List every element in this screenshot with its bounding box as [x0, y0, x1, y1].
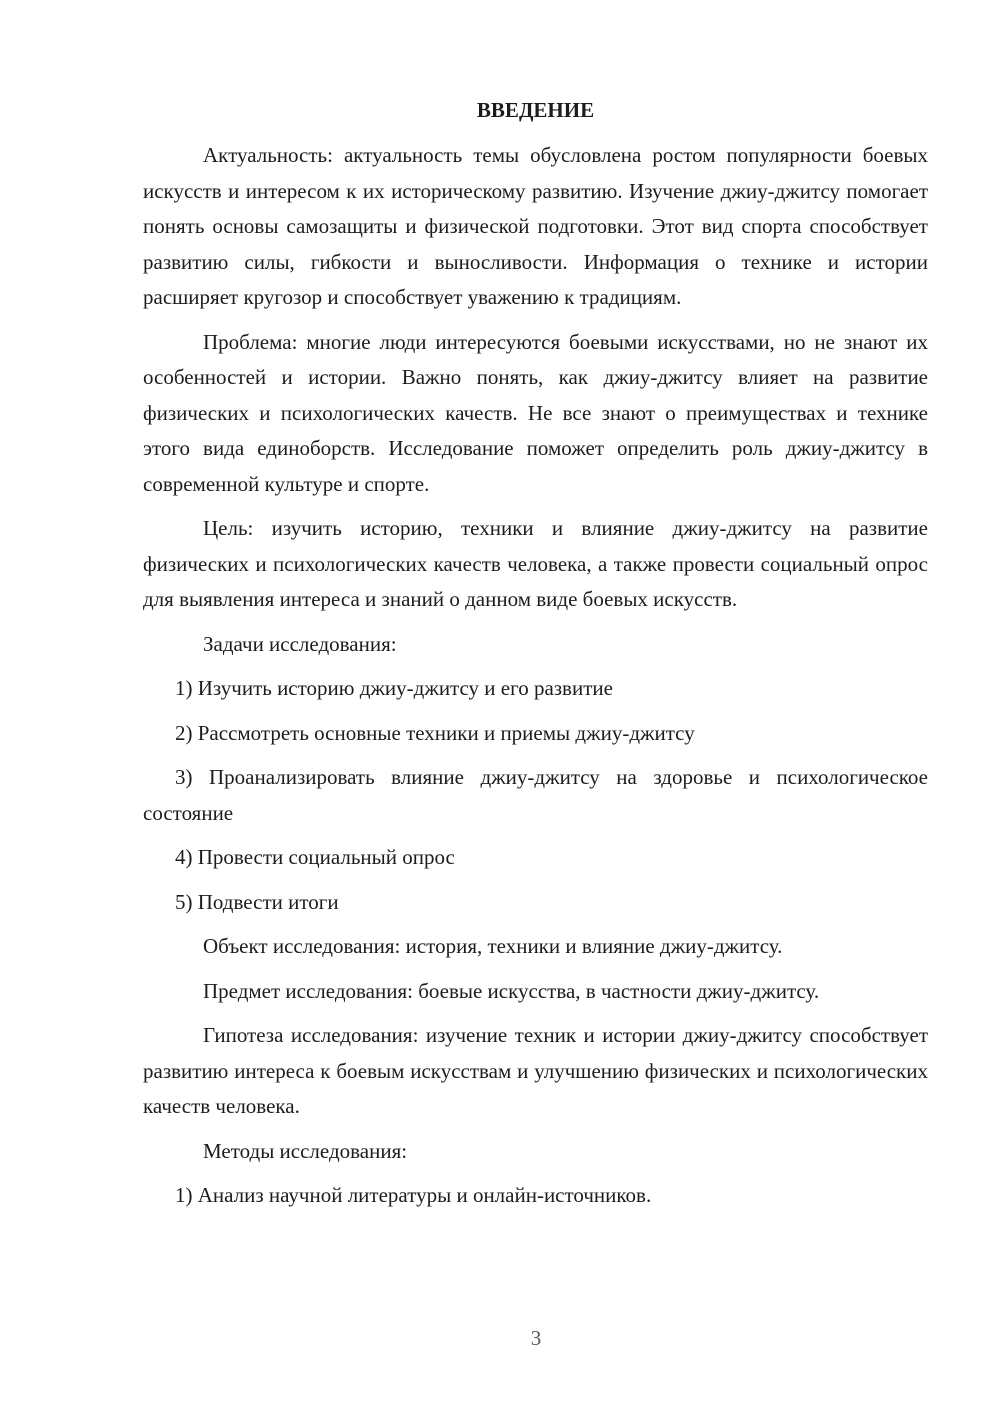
research-subject: Предмет исследования: боевые искусства, в частности джиу-джитсу.	[203, 978, 820, 1003]
task-item: 2) Рассмотреть основные техники и приемы джиу-джитсу	[175, 720, 695, 745]
goal-paragraph: Цель: изучить историю, техники и влияние джиу-джитсу на развитие физических и психологических качеств человека, а также провести социальный опрос для выявления интереса и знаний о данном виде боевых искусств.	[143, 516, 928, 611]
page-number: 3	[530, 1326, 542, 1350]
document-page	[143, 92, 928, 1223]
page-title: ВВЕДЕНИЕ	[476, 98, 595, 122]
method-item: 1) Анализ научной литературы и онлайн-источников.	[175, 1183, 652, 1207]
tasks-heading: Задачи исследования:	[203, 631, 397, 656]
task-item: 1) Изучить историю джиу-джитсу и его развитие	[175, 676, 613, 700]
research-object: Объект исследования: история, техники и влияние джиу-джитсу.	[203, 934, 783, 958]
task-item: 5) Подвести итоги	[175, 889, 339, 914]
relevance-paragraph: Актуальность: актуальность темы обусловлена ростом популярности боевых искусств и интересом к их историческому развитию. Изучение джиу-джитсу помогает понять основы самозащиты и физической подготовки. Этот вид спорта способствует развитию силы, гибкости и выносливости. Информация о технике и истории расширяет кругозор и способствует уважению к традициям.	[143, 143, 928, 309]
task-item: 3) Проанализировать влияние джиу-джитсу на здоровье и психологическое состояние	[143, 765, 928, 825]
methods-heading: Методы исследования:	[203, 1138, 408, 1163]
hypothesis-paragraph: Гипотеза исследования: изучение техник и истории джиу-джитсу способствует развитию интереса к боевым искусствам и улучшению физических и психологических качеств человека.	[143, 1023, 928, 1118]
problem-paragraph: Проблема: многие люди интересуются боевыми искусствами, но не знают их особенностей и истории. Важно понять, как джиу-джитсу влияет на развитие физических и психологических качеств. Не все знают о преимуществах и технике этого вида единоборств. Исследование поможет определить роль джиу-джитсу в современной культуре и спорте.	[143, 329, 928, 496]
task-item: 4) Провести социальный опрос	[175, 845, 455, 869]
